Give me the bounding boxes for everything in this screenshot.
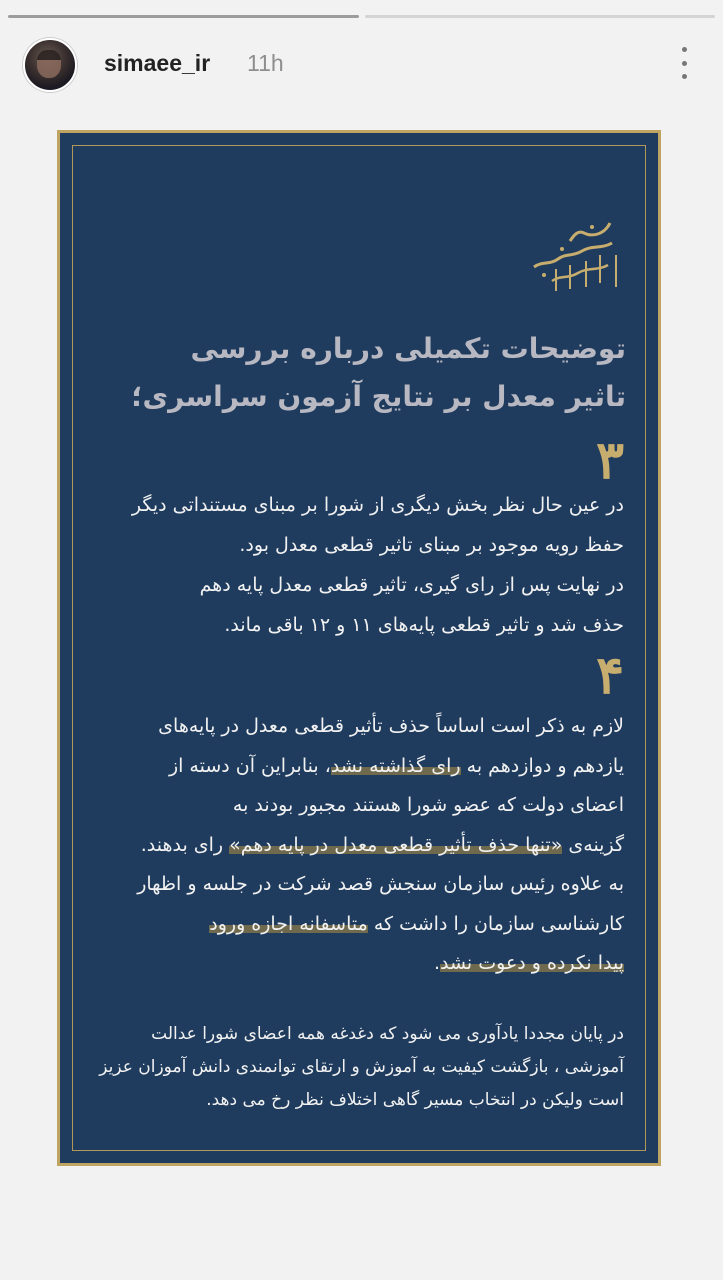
card-title — [106, 325, 626, 421]
text-line: در پایان مجددا یادآوری می شود که دغدغه همه اعضای شورا عدالت — [151, 1024, 624, 1044]
text-line: گزینه‌ی «تنها حذف تأثیر قطعی معدل در پایه دهم» رای بدهند. — [140, 833, 624, 856]
text-line: است ولیکن در انتخاب مسیر گاهی اختلاف نظر رخ می دهد. — [206, 1090, 624, 1110]
section-4-text — [84, 707, 624, 984]
text-line: کارشناسی سازمان را داشت که متاسفانه اجازه ورود — [209, 912, 624, 935]
story-progress-bar — [8, 15, 715, 18]
username[interactable]: simaee_ir — [104, 50, 211, 76]
text-line: آموزشی ، بازگشت کیفیت به آموزش و ارتقای توانمندی دانش آموزان عزیز — [99, 1057, 624, 1077]
post-time: 11h — [247, 50, 284, 76]
text-line: حفظ رویه موجود بر مبنای تاثیر قطعی معدل بود. — [239, 534, 624, 556]
section-3-text — [84, 485, 624, 645]
dolat-logo — [522, 205, 622, 305]
title-line: توضیحات تکمیلی درباره بررسی — [190, 332, 626, 365]
highlighted-text: «تنها حذف تأثیر قطعی معدل در پایه دهم» — [229, 833, 563, 856]
story-progress-segment — [8, 15, 359, 18]
text-line: به علاوه رئیس سازمان سنجش قصد شرکت در جلسه و اظهار — [137, 873, 624, 895]
story-progress-segment — [365, 15, 716, 18]
section-number-3: ۳ — [596, 430, 624, 491]
more-options-icon[interactable] — [679, 47, 689, 79]
highlighted-text: متاسفانه اجازه ورود — [209, 912, 368, 935]
title-line: تاثیر معدل بر نتایج آزمون سراسری؛ — [131, 380, 626, 413]
text-line: پیدا نکرده و دعوت نشد. — [433, 952, 624, 974]
closing-text — [84, 1018, 624, 1117]
avatar[interactable] — [23, 38, 77, 92]
story-image — [57, 130, 661, 1166]
highlighted-text: رای گذاشته نشد — [330, 754, 461, 777]
text-line: یازدهم و دوازدهم به رای گذاشته نشد، بنابراین آن دسته از — [168, 754, 624, 777]
section-number-4: ۴ — [596, 645, 624, 706]
highlighted-text: پیدا نکرده و دعوت نشد — [440, 952, 624, 974]
text-line: اعضای دولت که عضو شورا هستند مجبور بودند به — [232, 794, 624, 816]
text-line: در عین حال نظر بخش دیگری از شورا بر مبنای مستنداتی دیگر — [131, 494, 624, 516]
text-line: حذف شد و تاثیر قطعی پایه‌های ۱۱ و ۱۲ باقی ماند. — [224, 614, 624, 636]
text-line: لازم به ذکر است اساساً حذف تأثیر قطعی معدل در پایه‌های — [158, 715, 624, 737]
story-header — [0, 30, 723, 100]
text-line: در نهایت پس از رای گیری، تاثیر قطعی معدل پایه دهم — [199, 574, 624, 596]
